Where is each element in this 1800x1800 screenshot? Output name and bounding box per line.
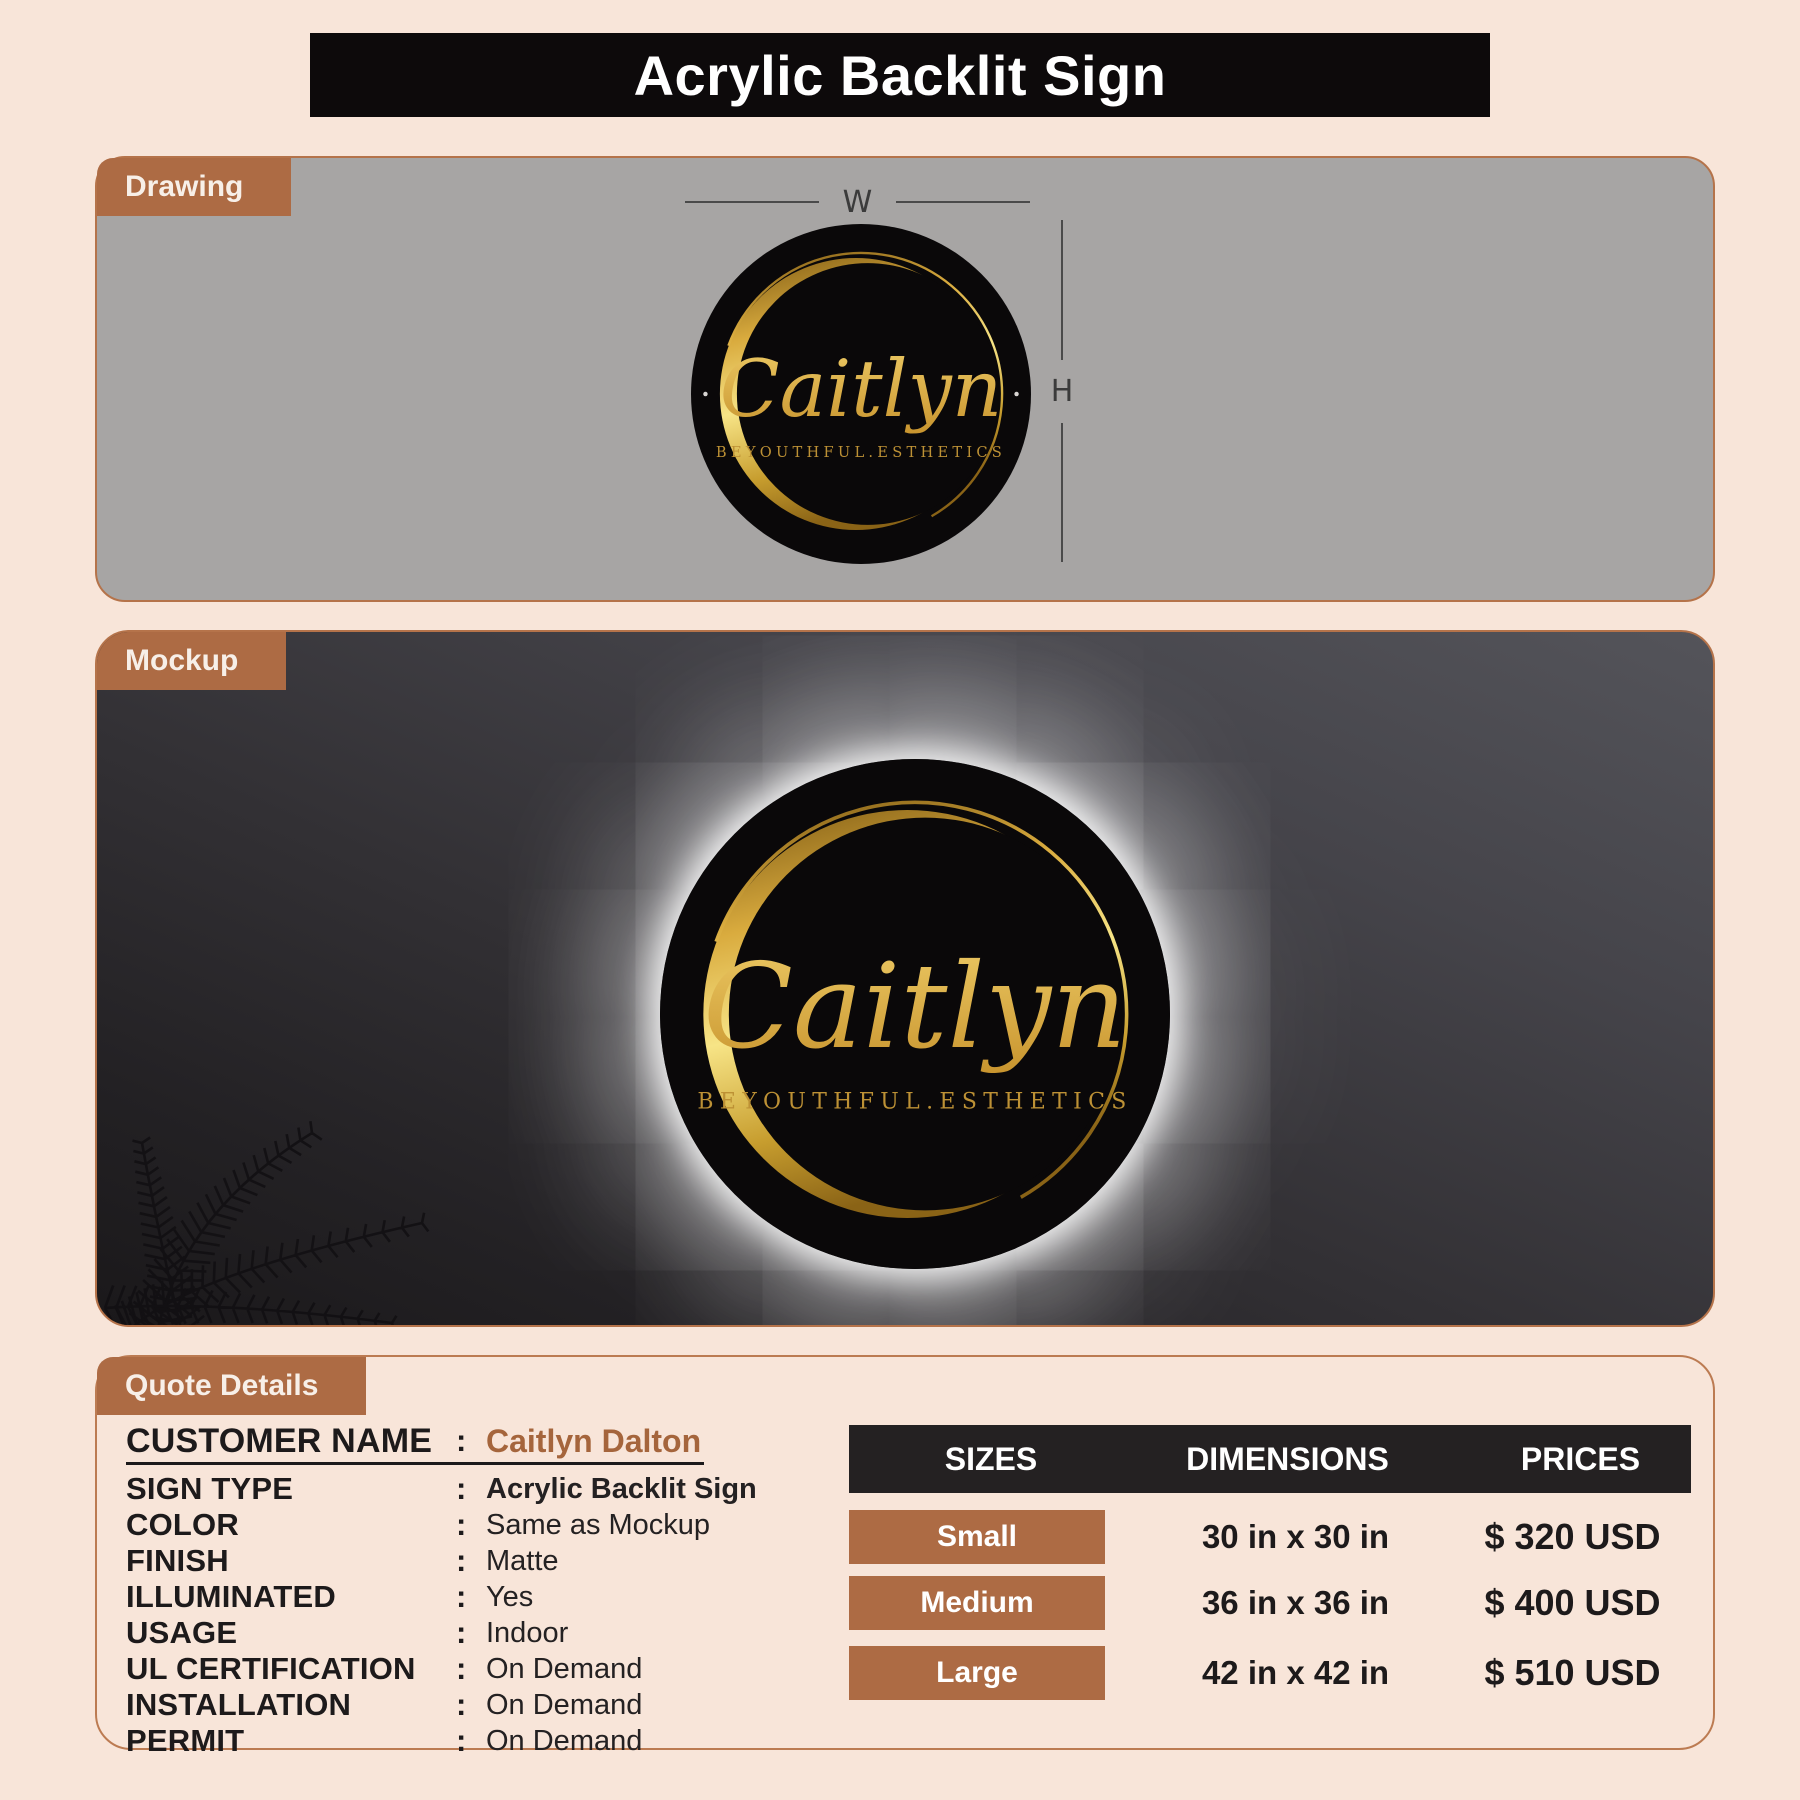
usage-value: Indoor	[486, 1616, 569, 1649]
customer-name-value: Caitlyn Dalton	[486, 1422, 702, 1459]
price-large: $ 510 USD	[1484, 1652, 1661, 1693]
logo-subtitle: BEYOUTHFUL.ESTHETICS	[715, 443, 1007, 461]
sign-type-value: Acrylic Backlit Sign	[486, 1472, 757, 1505]
illuminated-value: Yes	[486, 1580, 534, 1613]
drawing-tab-label: Drawing	[125, 170, 244, 203]
header-dimensions: DIMENSIONS	[1186, 1440, 1389, 1477]
height-dimension-line-bottom	[1061, 423, 1063, 563]
drawing-section	[95, 156, 1715, 602]
field-row-installation: INSTALLATION : On Demand	[126, 1687, 643, 1722]
mockup-tab	[97, 632, 286, 690]
field-row-ul-certification: UL CERTIFICATION : On Demand	[126, 1651, 643, 1686]
field-row-finish: FINISH : Matte	[126, 1543, 559, 1578]
field-row-sign-type: SIGN TYPE : Acrylic Backlit Sign	[126, 1471, 757, 1506]
logo-subtitle: BEYOUTHFUL.ESTHETICS	[697, 1089, 1133, 1115]
field-row-customer-name	[126, 1421, 786, 1461]
mockup-tab-label: Mockup	[125, 644, 239, 677]
size-row-medium	[849, 1576, 1691, 1630]
header-prices: PRICES	[1520, 1440, 1641, 1477]
mockup-section	[95, 630, 1715, 1327]
page-title: Acrylic Backlit Sign	[633, 43, 1167, 107]
header-sizes: SIZES	[944, 1440, 1038, 1477]
width-dimension-line-left	[685, 201, 819, 203]
logo-name-script: Caitlyn	[703, 938, 1127, 1076]
field-label: CUSTOMER NAME	[126, 1421, 433, 1460]
price-medium: $ 400 USD	[1484, 1582, 1661, 1623]
quote-fields-list	[126, 1421, 786, 1759]
sizes-table	[849, 1425, 1691, 1700]
customer-name-underline	[126, 1462, 704, 1465]
field-row-color: COLOR : Same as Mockup	[126, 1507, 711, 1542]
size-button-small[interactable]: Small	[849, 1510, 1105, 1564]
price-small: $ 320 USD	[1484, 1516, 1661, 1557]
field-row-permit: PERMIT : On Demand	[126, 1723, 643, 1758]
field-colon: :	[456, 1423, 467, 1458]
permit-value: On Demand	[486, 1724, 643, 1757]
width-dimension-line-right	[896, 201, 1030, 203]
width-dimension-label: W	[842, 184, 873, 220]
height-dimension-label: H	[1050, 373, 1074, 409]
drawing-tab	[97, 158, 291, 216]
installation-value: On Demand	[486, 1688, 643, 1721]
sign-logo-graphic	[691, 224, 1031, 564]
color-value: Same as Mockup	[486, 1508, 711, 1541]
field-row-usage: USAGE : Indoor	[126, 1615, 569, 1650]
logo-name-script: Caitlyn	[719, 344, 1003, 436]
field-row-illuminated: ILLUMINATED : Yes	[126, 1579, 534, 1614]
size-button-medium[interactable]: Medium	[849, 1576, 1105, 1630]
dimensions-medium: 36 in x 36 in	[1201, 1584, 1390, 1621]
size-button-large[interactable]: Large	[849, 1646, 1105, 1700]
finish-value: Matte	[486, 1544, 559, 1577]
dimensions-small: 30 in x 30 in	[1201, 1518, 1390, 1555]
sign-logo-mockup-backlit	[660, 759, 1170, 1269]
palm-leaf-silhouette	[95, 1118, 647, 1327]
quote-details-tab	[97, 1357, 366, 1415]
sizes-table-header	[849, 1425, 1691, 1493]
mount-dot-right	[1014, 392, 1018, 396]
sign-logo-graphic	[660, 759, 1170, 1269]
width-dimension-marker	[685, 186, 1030, 218]
dimensions-large: 42 in x 42 in	[1201, 1654, 1390, 1691]
ul-certification-value: On Demand	[486, 1652, 643, 1685]
quote-details-tab-label: Quote Details	[125, 1369, 319, 1402]
mount-dot-left	[703, 392, 707, 396]
quote-details-section	[95, 1355, 1715, 1758]
size-row-small	[849, 1510, 1691, 1564]
height-dimension-line-top	[1061, 220, 1063, 360]
height-dimension-marker	[1040, 220, 1084, 562]
title-bar	[310, 33, 1490, 117]
sign-logo-drawing	[691, 224, 1031, 564]
size-row-large	[849, 1646, 1691, 1700]
